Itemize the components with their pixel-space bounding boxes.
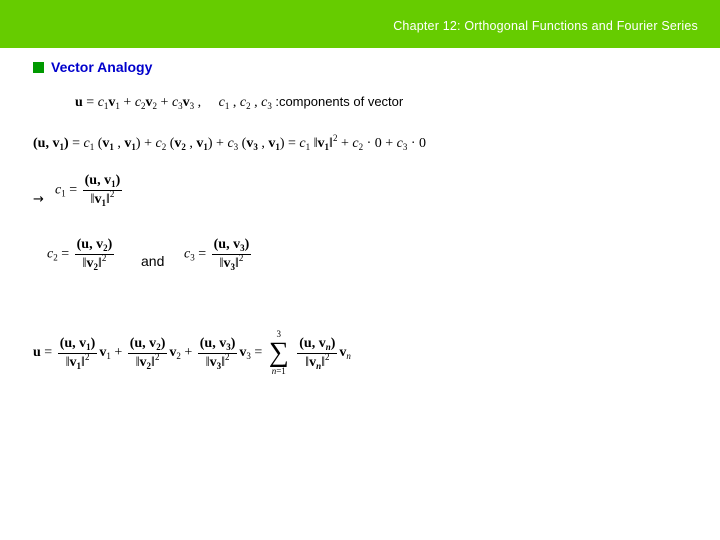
c1-formula: $c_1$ = $\frac{(u, v_1)}{‖v_1‖^2}$: [55, 173, 121, 208]
expansion-equation: u = $\frac{(u, v_1)}{‖v_1‖^2}$ $v_1$ + $\frac{(u, v_2)}{‖v_2‖^2}$ $v_2$ + $\frac{(u, v_3)}{‖v_3‖^2}$ $v_3$ = 3 ∑ n=1 $\frac{(u, v_n)}{‖v_n‖^2}$ $v_n$: [33, 329, 351, 376]
components-label: :components of vector: [275, 94, 404, 109]
section-heading: [33, 57, 152, 77]
implies-arrow-icon: →: [33, 192, 44, 207]
c3-formula: $c_3$ = $\frac{(u, v_3)}{‖v_3‖^2}$: [184, 237, 250, 272]
section-title: Vector Analogy: [51, 59, 153, 75]
square-bullet-icon: [33, 62, 44, 73]
c2-formula: $c_2$ = $\frac{(u, v_2)}{‖v_2‖^2}$: [47, 237, 113, 272]
chapter-title: Chapter 12: Orthogonal Functions and Fourier Series: [393, 19, 698, 33]
summation-symbol: 3 ∑ n=1: [268, 329, 289, 376]
vector-decomposition-equation: $u = c_1v_1 + c_2v_2 + c_3v_3$ , $c_1$ , $c_2$ , $c_3$ :components of vector: [75, 94, 404, 111]
header-bar: [0, 0, 720, 48]
inner-product-equation: (u, $v_1) = c_1$ ($v_1$ , $v_1) + c_2$ ($v_2$ , $v_1) + c_3$ ($v_3$ , $v_1) = c_1$ $‖v_1‖^2 + c_2 \cdot 0 + c_3 \cdot 0$: [33, 133, 427, 152]
and-label: and: [141, 253, 165, 269]
